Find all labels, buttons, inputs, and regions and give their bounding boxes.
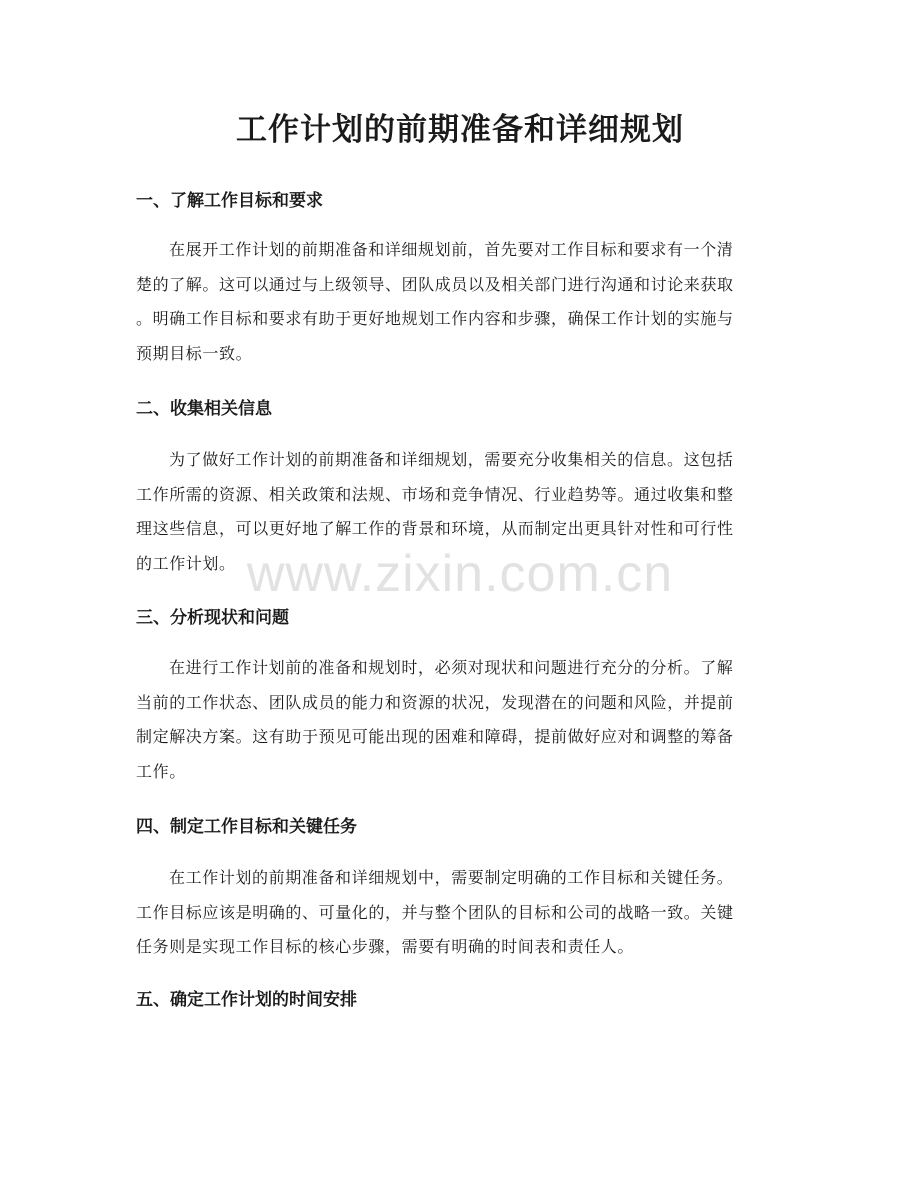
document-title: 工作计划的前期准备和详细规划 bbox=[236, 112, 684, 148]
paragraph-line: 。明确工作目标和要求有助于更好地规划工作内容和步骤，确保工作计划的实施与 bbox=[136, 309, 734, 328]
paragraph-line: 理这些信息，可以更好地了解工作的背景和环境，从而制定出更具针对性和可行性 bbox=[136, 519, 734, 538]
paragraph-line: 任务则是实现工作目标的核心步骤，需要有明确的时间表和责任人。 bbox=[136, 937, 635, 956]
section-heading-5: 五、确定工作计划的时间安排 bbox=[136, 990, 357, 1010]
section-heading-3: 三、分析现状和问题 bbox=[136, 608, 289, 628]
section-paragraph-4 bbox=[136, 861, 786, 965]
paragraph-line: 在进行工作计划前的准备和规划时，必须对现状和问题进行充分的分析。了解 bbox=[169, 658, 734, 677]
section-paragraph-1 bbox=[136, 233, 786, 371]
paragraph-line: 的工作计划。 bbox=[136, 553, 236, 573]
section-heading-2: 二、收集相关信息 bbox=[136, 399, 272, 419]
paragraph-line: 制定解决方案。这有助于预见可能出现的困难和障碍，提前做好应对和调整的筹备 bbox=[136, 727, 734, 746]
section-heading-1: 一、了解工作目标和要求 bbox=[136, 191, 323, 211]
paragraph-line: 楚的了解。这可以通过与上级领导、团队成员以及相关部门进行沟通和讨论来获取 bbox=[136, 274, 734, 294]
section-paragraph-3 bbox=[136, 651, 786, 789]
section-heading-4: 四、制定工作目标和关键任务 bbox=[136, 817, 357, 837]
paragraph-line: 工作。 bbox=[136, 761, 186, 781]
paragraph-line: 当前的工作状态、团队成员的能力和资源的状况，发现潜在的问题和风险，并提前 bbox=[136, 692, 734, 712]
paragraph-line: 预期目标一致。 bbox=[136, 343, 253, 363]
paragraph-line: 为了做好工作计划的前期准备和详细规划，需要充分收集相关的信息。这包括 bbox=[169, 450, 734, 469]
paragraph-line: 工作目标应该是明确的、可量化的，并与整个团队的目标和公司的战略一致。关键 bbox=[136, 902, 734, 922]
paragraph-line: 在工作计划的前期准备和详细规划中，需要制定明确的工作目标和关键任务。 bbox=[169, 868, 734, 887]
watermark-text: www.zixin.com.cn bbox=[246, 545, 674, 603]
paragraph-line: 工作所需的资源、相关政策和法规、市场和竞争情况、行业趋势等。通过收集和整 bbox=[136, 484, 734, 504]
section-paragraph-2 bbox=[136, 443, 786, 581]
paragraph-line: 在展开工作计划的前期准备和详细规划前，首先要对工作目标和要求有一个清 bbox=[169, 240, 734, 259]
